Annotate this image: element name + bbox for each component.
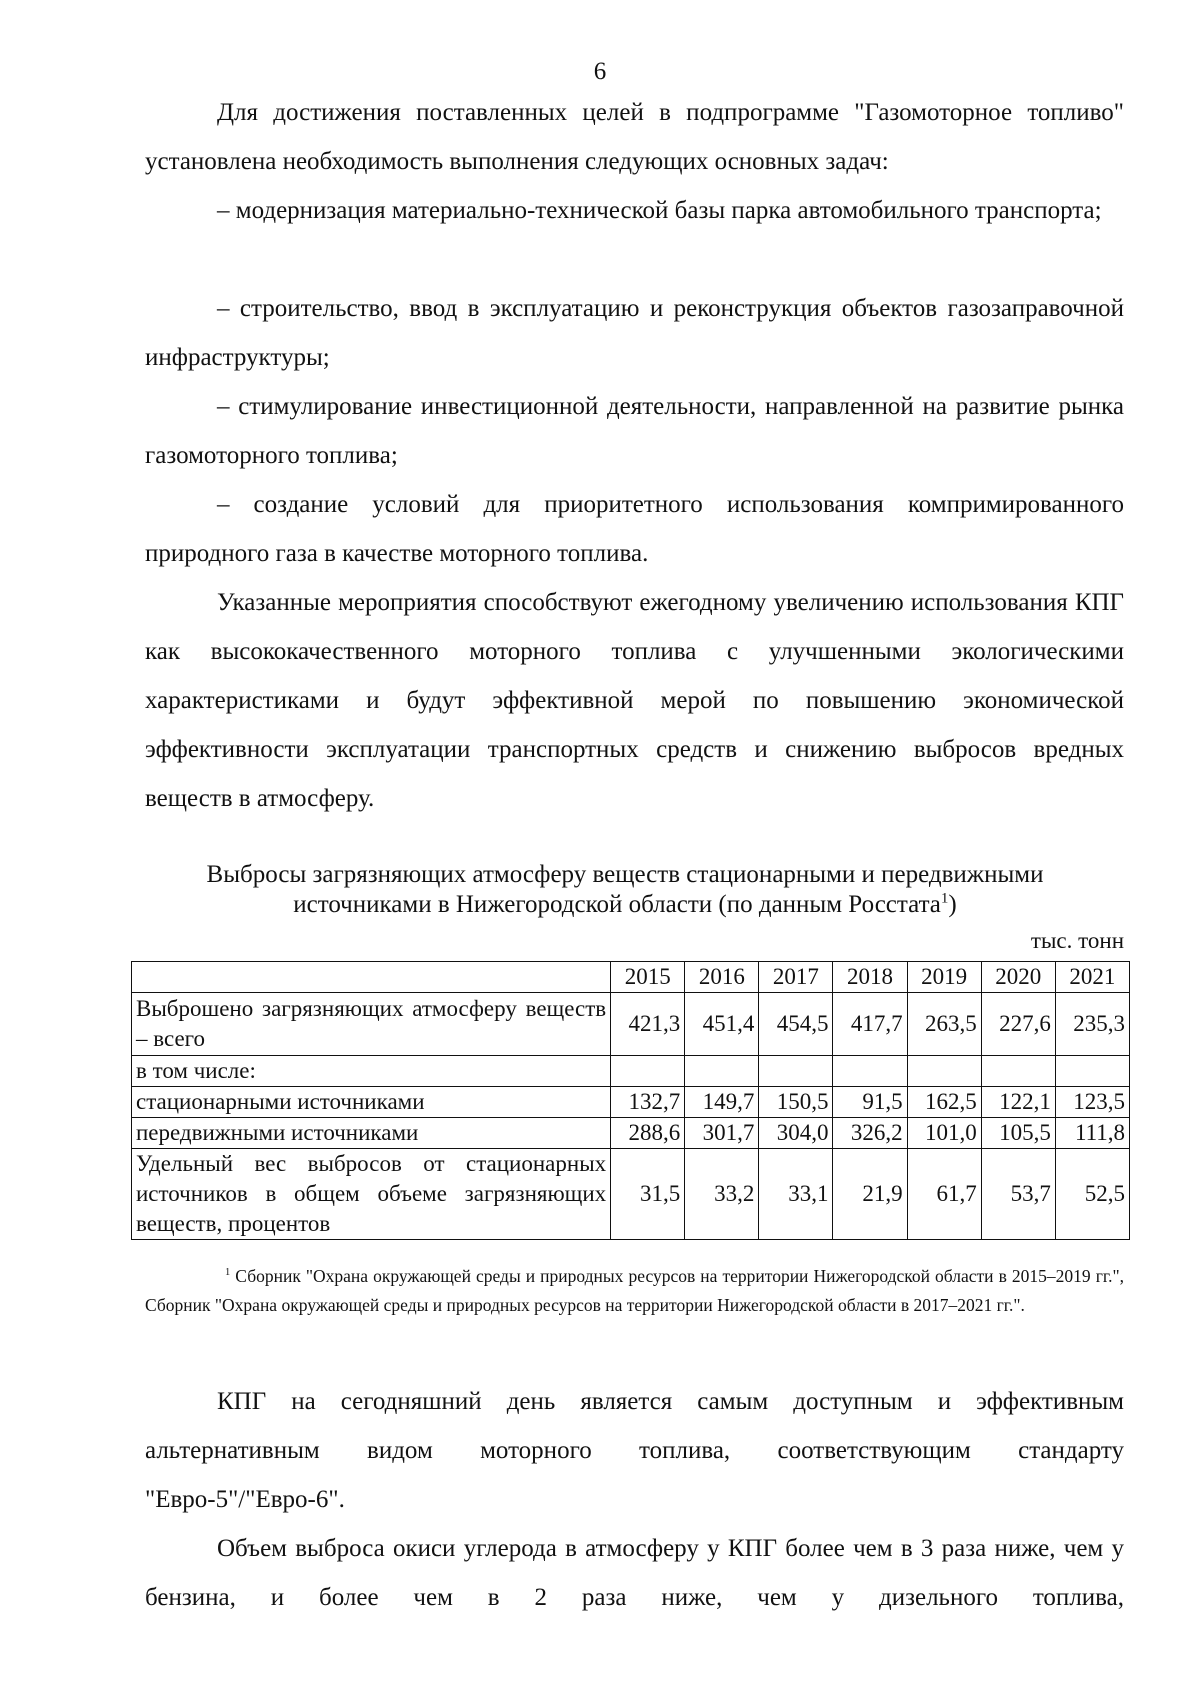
table-cell: 111,8	[1055, 1118, 1129, 1149]
year-header: 2015	[611, 962, 685, 993]
paragraph-co-emissions: Объем выброса окиси углерода в атмосферу у КПГ более чем в 3 раза ниже, чем у бензина, и более чем в 2 раза ниже, чем у дизельного топлива,	[145, 1535, 1124, 1611]
footnote-text: Сборник "Охрана окружающей среды и природных ресурсов на территории Нижегородской области в 2015–2019 гг.", Сборник "Охрана окружающей среды и природных ресурсов на территории Нижегородской области в 2017–2021 гг.".	[145, 1266, 1124, 1315]
table-cell: 91,5	[833, 1087, 907, 1118]
year-header: 2017	[759, 962, 833, 993]
paragraph-measures: Указанные мероприятия способствуют ежегодному увеличению использования КПГ как высококачественного моторного топлива с улучшенными экологическими характеристиками и будут эффективной мерой по повышению экономической эффективности эксплуатации транспортных средств и снижению выбросов вредных веществ в атмосферу.	[145, 589, 1124, 812]
emissions-table	[131, 961, 1130, 1240]
footnote-reference: 1	[940, 890, 949, 907]
paragraph-task-4: – создание условий для приоритетного использования компримированного природного газа в качестве моторного топлива.	[145, 491, 1124, 567]
year-header: 2021	[1055, 962, 1129, 993]
year-header: 2019	[907, 962, 981, 993]
table-cell: 301,7	[685, 1118, 759, 1149]
table-cell: 417,7	[833, 993, 907, 1056]
table-cell: 263,5	[907, 993, 981, 1056]
table-cell	[981, 1056, 1055, 1087]
table-cell: 132,7	[611, 1087, 685, 1118]
year-header: 2020	[981, 962, 1055, 993]
table-title-line-2-end: )	[948, 891, 957, 918]
table-header-row	[132, 962, 1130, 993]
table-cell: 421,3	[611, 993, 685, 1056]
paragraph-cng-availability: КПГ на сегодняшний день является самым доступным и эффективным альтернативным видом моторного топлива, соответствующим стандарту "Евро-5"/"Евро-6".	[145, 1388, 1124, 1513]
page-number: 6	[593, 58, 607, 85]
table-cell: 150,5	[759, 1087, 833, 1118]
table-row	[132, 1118, 1130, 1149]
table-cell: 21,9	[833, 1149, 907, 1240]
paragraph-task-1: – модернизация материально-технической базы парка автомобильного транспорта;	[217, 197, 1102, 224]
table-cell: 33,1	[759, 1149, 833, 1240]
table-cell: 31,5	[611, 1149, 685, 1240]
footnote-marker: 1	[225, 1267, 231, 1279]
table-cell: 235,3	[1055, 993, 1129, 1056]
table-cell: 52,5	[1055, 1149, 1129, 1240]
paragraph-task-3: – стимулирование инвестиционной деятельности, направленной на развитие рынка газомоторного топлива;	[145, 393, 1124, 469]
year-header: 2018	[833, 962, 907, 993]
table-cell	[611, 1056, 685, 1087]
table-cell	[685, 1056, 759, 1087]
table-cell: 61,7	[907, 1149, 981, 1240]
table-units: тыс. тонн	[1030, 928, 1124, 953]
table-title-line-1: Выбросы загрязняющих атмосферу веществ стационарными и передвижными	[206, 861, 1044, 888]
table-title-line-2	[130, 890, 1120, 920]
row-label: передвижными источниками	[132, 1118, 611, 1149]
table-row	[132, 1149, 1130, 1240]
table-cell: 149,7	[685, 1087, 759, 1118]
table-cell	[833, 1056, 907, 1087]
table-cell: 53,7	[981, 1149, 1055, 1240]
table-row	[132, 1087, 1130, 1118]
table-cell: 288,6	[611, 1118, 685, 1149]
table-cell: 33,2	[685, 1149, 759, 1240]
table-cell	[1055, 1056, 1129, 1087]
table-cell: 105,5	[981, 1118, 1055, 1149]
table-title	[130, 860, 1120, 920]
paragraph-task-2: – строительство, ввод в эксплуатацию и реконструкция объектов газозаправочной инфраструктуры;	[145, 295, 1124, 371]
table-title-line-2-text: источниками в Нижегородской области (по данным Росстата	[293, 891, 941, 918]
table-cell: 122,1	[981, 1087, 1055, 1118]
table-row	[132, 993, 1130, 1056]
table-cell	[907, 1056, 981, 1087]
header-empty-cell	[132, 962, 611, 993]
table-row	[132, 1056, 1130, 1087]
table-cell: 101,0	[907, 1118, 981, 1149]
paragraph-goals: Для достижения поставленных целей в подпрограмме "Газомоторное топливо" установлена необходимость выполнения следующих основных задач:	[145, 99, 1124, 175]
table-cell: 454,5	[759, 993, 833, 1056]
table-cell: 304,0	[759, 1118, 833, 1149]
row-label: в том числе:	[132, 1056, 611, 1087]
table-cell: 162,5	[907, 1087, 981, 1118]
row-label: Удельный вес выбросов от стационарных источников в общем объеме загрязняющих веществ, процентов	[132, 1149, 611, 1240]
footnote	[145, 1262, 1124, 1320]
table-cell: 451,4	[685, 993, 759, 1056]
table-cell	[759, 1056, 833, 1087]
table-cell: 123,5	[1055, 1087, 1129, 1118]
table-cell: 326,2	[833, 1118, 907, 1149]
row-label: стационарными источниками	[132, 1087, 611, 1118]
row-label: Выброшено загрязняющих атмосферу веществ – всего	[132, 993, 611, 1056]
year-header: 2016	[685, 962, 759, 993]
table-cell: 227,6	[981, 993, 1055, 1056]
